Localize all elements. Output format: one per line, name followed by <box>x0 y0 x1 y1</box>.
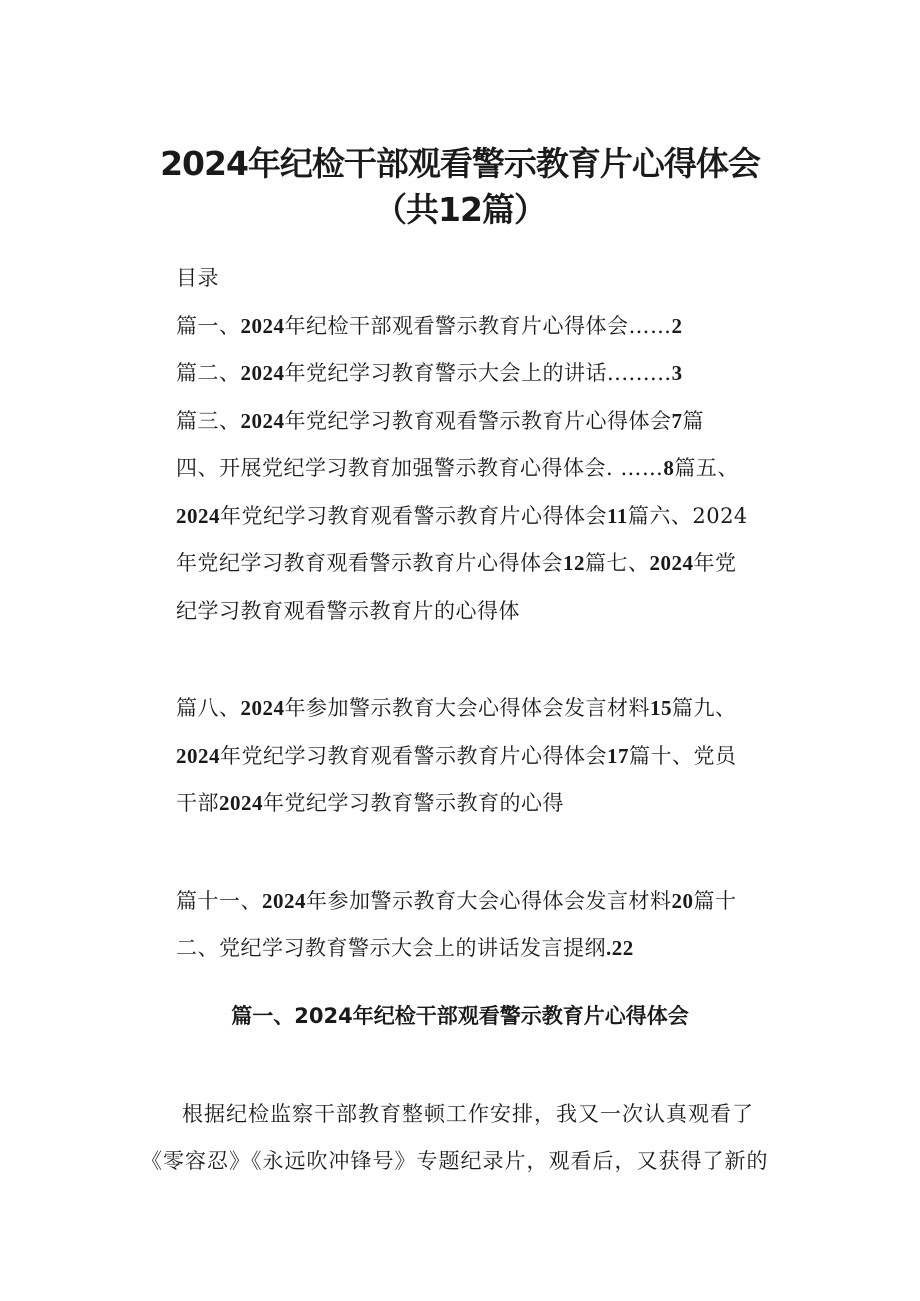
toc-text: 篇七、 <box>585 551 650 575</box>
body-paragraph-line: 根据纪检监察干部教育整顿工作安排，我又一次认真观看了 <box>182 1102 754 1126</box>
toc-line <box>176 500 748 530</box>
toc-text: 年党纪学习教育警示大会上的讲话......... <box>284 361 672 385</box>
toc-year: 2024 <box>240 361 285 385</box>
document-title-line2: （共12篇） <box>374 190 546 229</box>
toc-text: 篇十一、 <box>176 889 262 913</box>
toc-text: 篇一、 <box>176 314 241 338</box>
toc-text: 四、开展党纪学习教育加强警示教育心得体会. …… <box>176 456 664 480</box>
toc-year: 2024 <box>240 696 285 720</box>
toc-text: 篇十、党员 <box>629 744 737 768</box>
toc-text: 篇五、 <box>674 456 739 480</box>
toc-page-number: 12 <box>563 551 585 575</box>
toc-line <box>176 740 737 770</box>
toc-text: 二、党纪学习教育警示大会上的讲话发言提纲 <box>176 936 606 960</box>
toc-year: 2024 <box>176 504 220 528</box>
toc-line <box>176 310 683 340</box>
toc-text: 篇二、 <box>176 361 241 385</box>
toc-year: 2024 <box>240 409 285 433</box>
toc-line <box>176 595 520 625</box>
toc-year: 2024 <box>240 314 285 338</box>
toc-page-number: .22 <box>606 936 634 960</box>
toc-page-number: 7 <box>671 409 683 433</box>
toc-year: 2024 <box>262 889 306 913</box>
toc-line <box>176 452 739 482</box>
toc-text: 干部 <box>176 791 219 815</box>
document-title-line1: 2024年纪检干部观看警示教育片心得体会 <box>160 144 760 183</box>
toc-year: 2024 <box>649 551 694 575</box>
toc-page-number: 15 <box>650 696 672 720</box>
toc-text: 年参加警示教育大会心得体会发言材料 <box>306 889 672 913</box>
toc-text: 篇三、 <box>176 409 241 433</box>
toc-line <box>176 405 704 435</box>
toc-text: 年党 <box>693 551 737 575</box>
toc-text: 篇六、2024 <box>627 504 748 528</box>
toc-page-number: 20 <box>671 889 694 913</box>
toc-text: 篇 <box>682 409 704 433</box>
toc-text: 年党纪学习教育观看警示教育片心得体会 <box>220 744 607 768</box>
toc-text: 年参加警示教育大会心得体会发言材料 <box>284 696 650 720</box>
toc-text: 年党纪学习教育警示教育的心得 <box>263 791 564 815</box>
toc-line <box>176 885 737 915</box>
toc-line <box>176 932 634 962</box>
toc-text: 年党纪学习教育观看警示教育片心得体会 <box>176 551 563 575</box>
toc-line <box>176 547 737 577</box>
toc-year: 2024 <box>219 791 263 815</box>
toc-year: 2024 <box>176 744 220 768</box>
toc-line <box>176 692 737 722</box>
toc-text: 篇十 <box>693 889 737 913</box>
toc-page-number: 17 <box>607 744 629 768</box>
toc-text: 年党纪学习教育观看警示教育片心得体会 <box>284 409 672 433</box>
toc-page-number: 11 <box>607 504 628 528</box>
toc-text: 篇九、 <box>672 696 737 720</box>
section-heading: 篇一、2024年纪检干部观看警示教育片心得体会 <box>231 1004 689 1028</box>
toc-page-number: 2 <box>671 314 683 338</box>
body-paragraph-line: 《零容忍》《永远吹冲锋号》专题纪录片，观看后，又获得了新的 <box>141 1149 769 1173</box>
toc-page-number: 3 <box>671 361 683 385</box>
toc-line <box>176 787 564 817</box>
toc-page-number: 8 <box>663 456 675 480</box>
toc-text: 年纪检干部观看警示教育片心得体会…… <box>284 314 672 338</box>
toc-heading: 目录 <box>176 266 219 290</box>
toc-text: 年党纪学习教育观看警示教育片心得体会 <box>220 504 607 528</box>
toc-text: 篇八、 <box>176 696 241 720</box>
toc-text: 纪学习教育观看警示教育片的心得体 <box>176 599 520 623</box>
toc-line <box>176 357 683 387</box>
